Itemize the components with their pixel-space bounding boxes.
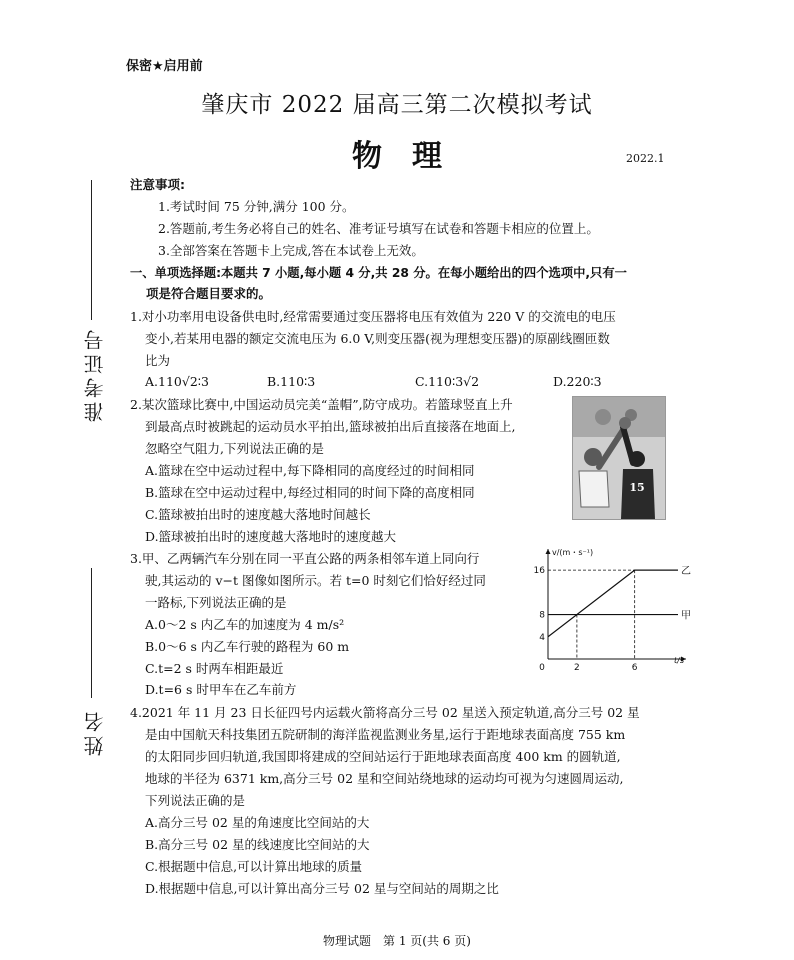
q2-option-b: B.篮球在空中运动过程中,每经过相同的时间下降的高度相同	[145, 485, 475, 500]
basketball-photo	[572, 396, 666, 520]
q1-option-a: A.110√2∶3	[145, 374, 209, 389]
vt-chart	[530, 545, 695, 675]
series-jia-label: 甲	[681, 610, 691, 622]
y-tick-label: 16	[533, 566, 545, 577]
q4-stem: 地球的半径为 6371 km,高分三号 02 星和空间站绕地球的运动均可视为匀速圆周运动,	[145, 771, 624, 786]
q3-stem: 一路标,下列说法正确的是	[145, 595, 287, 610]
q1-option-b: B.110∶3	[267, 374, 316, 389]
notice-item: 2.答题前,考生务必将自己的姓名、准考证号填写在试卷和答题卡相应的位置上。	[158, 221, 599, 236]
q2-stem: 2.某次篮球比赛中,中国运动员完美“盖帽”,防守成功。若篮球竖直上升	[130, 397, 513, 412]
y-axis-label: v/(m・s⁻¹)	[552, 548, 594, 557]
page-footer: 物理试题 第 1 页(共 6 页)	[323, 934, 471, 948]
q3-option-a: A.0～2 s 内乙车的加速度为 4 m/s²	[145, 617, 345, 632]
q4-stem: 是由中国航天科技集团五院研制的海洋监视监测业务星,运行于距地球表面高度 755 km	[145, 727, 626, 742]
q2-stem: 到最高点时被跳起的运动员水平拍出,篮球被拍出后直接落在地面上,	[145, 419, 516, 434]
q4-stem: 4.2021 年 11 月 23 日长征四号内运载火箭将高分三号 02 星送入预定轨道,高分三号 02 星	[130, 705, 640, 720]
q2-option-a: A.篮球在空中运动过程中,每下降相同的高度经过的时间相同	[145, 463, 475, 478]
subject-title: 物 理	[352, 139, 442, 174]
q3-option-d: D.t=6 s 时甲车在乙车前方	[145, 682, 297, 697]
q4-option-a: A.高分三号 02 星的角速度比空间站的大	[145, 815, 370, 830]
side-divider-mid	[91, 568, 92, 698]
q3-stem: 3.甲、乙两辆汽车分别在同一平直公路的两条相邻车道上同向行	[130, 551, 480, 566]
x-tick-label: 6	[631, 663, 638, 673]
q2-option-c: C.篮球被拍出时的速度越大落地时间越长	[145, 507, 371, 522]
y-tick-label: 4	[539, 632, 545, 643]
q3-option-b: B.0～6 s 内乙车行驶的路程为 60 m	[145, 639, 350, 654]
name-label: 姓名	[83, 708, 107, 756]
exam-title: 肇庆市 2022 届高三第二次模拟考试	[201, 92, 593, 118]
x-axis-label: t/s	[674, 656, 684, 665]
y-axis-arrow	[546, 549, 551, 554]
jersey-number: 15	[629, 481, 645, 494]
notice-item: 3.全部答案在答题卡上完成,答在本试卷上无效。	[158, 243, 424, 258]
q3-stem: 驶,其运动的 v−t 图像如图所示。若 t=0 时刻它们恰好经过同	[145, 573, 486, 588]
x-tick-label: 2	[574, 663, 580, 673]
notice-title: 注意事项:	[130, 177, 185, 192]
q2-stem: 忽略空气阻力,下列说法正确的是	[145, 441, 324, 456]
q4-option-c: C.根据题中信息,可以计算出地球的质量	[145, 859, 363, 874]
q4-stem: 的太阳同步回归轨道,我国即将建成的空间站运行于距地球表面高度 400 km 的圆轨道,	[145, 749, 621, 764]
series-yi-line	[548, 570, 678, 637]
y-tick-label: 8	[539, 610, 545, 621]
q1-options	[145, 374, 685, 389]
q4-option-d: D.根据题中信息,可以计算出高分三号 02 星与空间站的周期之比	[145, 881, 499, 896]
notice-item: 1.考试时间 75 分钟,满分 100 分。	[158, 199, 355, 214]
q4-option-b: B.高分三号 02 星的线速度比空间站的大	[145, 837, 370, 852]
side-divider-top	[91, 180, 92, 320]
q1-option-d: D.220∶3	[553, 374, 602, 389]
series-yi-label: 乙	[681, 566, 691, 578]
q4-stem: 下列说法正确的是	[145, 793, 246, 808]
q1-stem: 比为	[145, 353, 171, 368]
confidential-mark: 保密★启用前	[126, 59, 203, 74]
exam-date: 2022.1	[626, 152, 665, 165]
q1-option-c: C.110∶3√2	[415, 374, 480, 389]
x-tick-label: 0	[539, 663, 545, 673]
exam-number-label: 准考证号	[83, 326, 107, 422]
q2-option-d: D.篮球被拍出时的速度越大落地时的速度越大	[145, 529, 397, 544]
section-heading-cont: 项是符合题目要求的。	[146, 286, 272, 301]
q1-stem: 变小,若某用电器的额定交流电压为 6.0 V,则变压器(视为理想变压器)的原副线圈匝数	[145, 331, 610, 346]
section-heading: 一、单项选择题:本题共 7 小题,每小题 4 分,共 28 分。在每小题给出的四个选项中,只有一	[130, 266, 627, 280]
q1-stem: 1.对小功率用电设备供电时,经常需要通过变压器将电压有效值为 220 V 的交流电的电压	[130, 309, 616, 324]
q3-option-c: C.t=2 s 时两车相距最近	[145, 661, 284, 676]
